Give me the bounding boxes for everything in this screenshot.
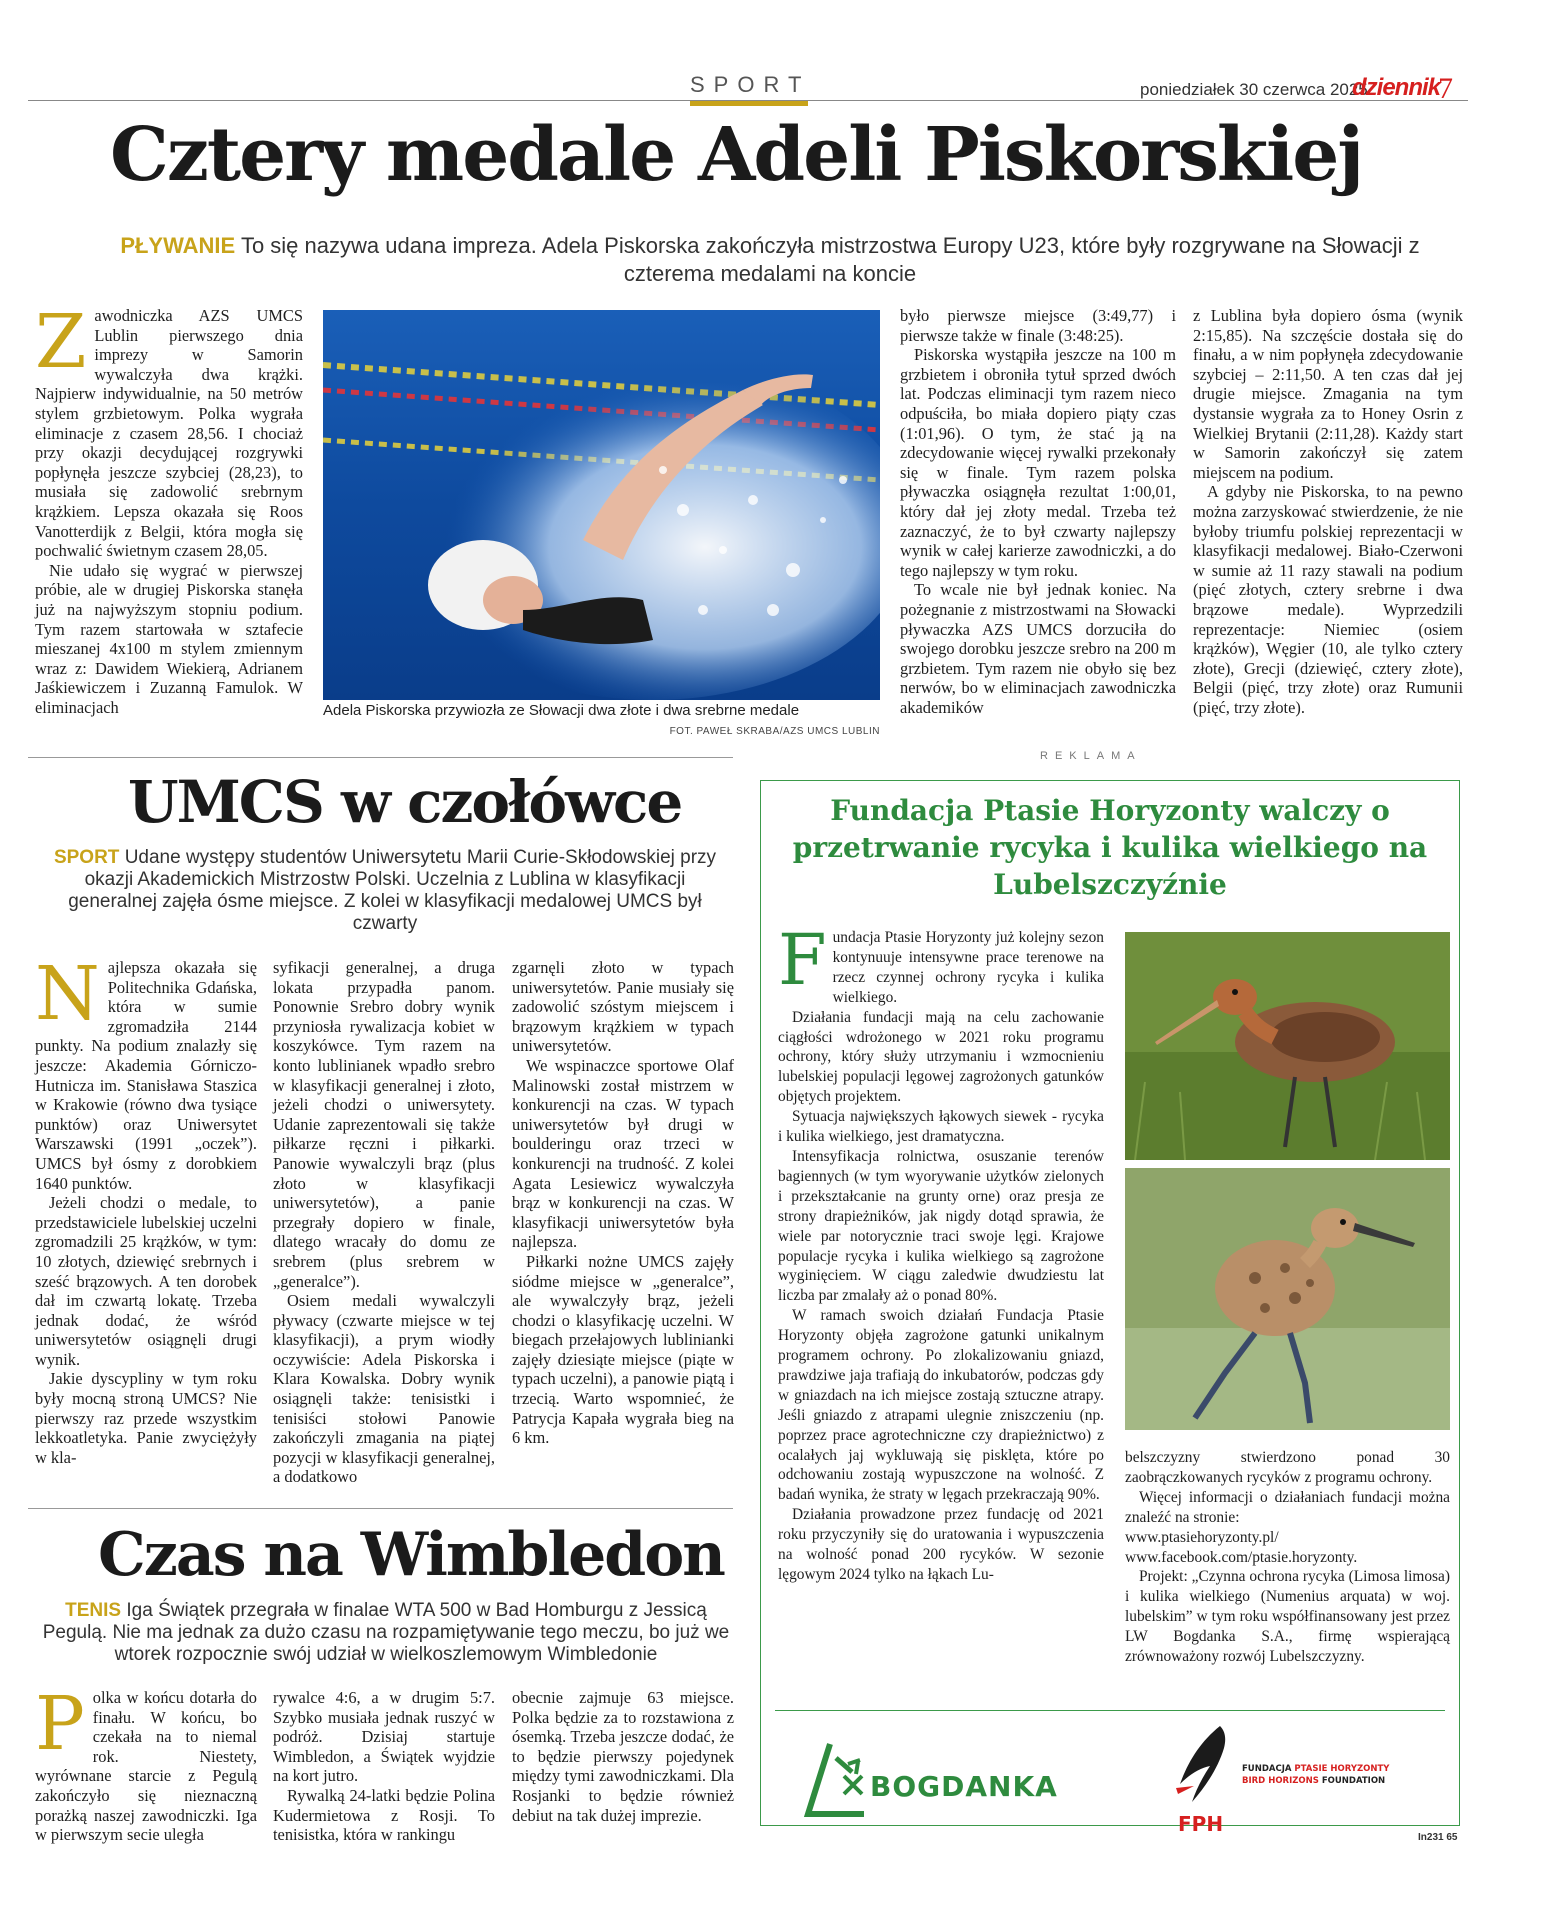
article2-column-1 — [35, 951, 257, 1467]
paragraph: W ramach swoich działań Fundacja Ptasie Horyzonty objęła zagrożone gatunki unikalnym programem ochrony. Po zlokalizowaniu gniazd, prawdziwe jaja trafiają do inkubatorów, podczas gdy w gniazdach na ich miejsce zostają sztuczne atrapy. Jeśli gniazdo z atrapami ulegnie zniszczeniu (np. poprzez prace agrotechniczne czy drapieżnictwo) z ocalałych jaj wykluwają się pisklęta, które po odchowaniu zostają wypuszczone na wolność. Z badań wynika, że straty w lęgach przekraczają 90%. — [778, 1307, 1104, 1504]
advertisement-label: REKLAMA — [1040, 750, 1142, 762]
paragraph: Intensyfikacja rolnictwa, osuszanie terenów bagiennych (w tym wyorywanie użytków zielonych i przekształcanie na grunty orne) oraz presja ze strony drapieżników, jak nigdy dotąd sprawia, że wiele par notorycznie traci swoje lęgi. Krajowe populacje rycyka i kulika wielkiego są zagrożone wyginięciem. W ciągu zaledwie dwudziestu lat liczba par zmalały aż o ponad 80%. — [778, 1147, 1104, 1305]
paragraph: Piskorska wystąpiła jeszcze na 100 m grzbietem i obroniła tytuł sprzed dwóch lat. Podczas eliminacji tym razem nieco odpuściła, bo miała dopiero piąty czas (1:01,96). O tym, że stać ją na zdecydowanie więcej rywalki przekonały się w finale. Tym razem polska pływaczka osiągnęła rezultat 1:00,01, który dał jej złoty medal. Trzeba też zaznaczyć, że to był czwarty najlepszy wynik w całej karierze zawodniczki, a do tego najlepszy w tym roku. — [900, 345, 1176, 580]
foundation-name-en-b: FOUNDATION — [1321, 1776, 1386, 1786]
ad-column-2 — [1125, 1448, 1450, 1667]
paragraph: Osiem medali wywalczyli pływacy (czwarte miejsce w tej klasyfikacji), a prym wiodły oczywiście: Adela Piskorska i Klara Kowalska. Dobry wynik osiągnęli także: tenisistki i tenisiści stołowi Panowie zakończyli zmagania na piątej pozycji w klasyfikacji generalnej, a dodatkowo — [273, 1291, 495, 1487]
paragraph: było pierwsze miejsce (3:49,77) i pierwsze także w finale (3:48:25). — [900, 306, 1176, 345]
paragraph: Projekt: „Czynna ochrona rycyka (Limosa limosa) i kulika wielkiego (Numenius arquata) w woj. lubelskim” w tym roku współfinansowany jest przez LW Bogdanka S.A., firmę wspierającą zrównoważony rozwój Lubelszczyzny. — [1125, 1568, 1450, 1666]
article1-column-1 — [35, 299, 303, 717]
paragraph: ajlepsza okazała się Politechnika Gdańska, która w sumie zgromadziła 2144 punkty. Na podium znalazły się jeszcze: Akademia Górniczo-Hutnicza im. Stanisława Staszica w Krakowie (równo dwa tysiące punktów) oraz Uniwersytet Warszawski (1991 „oczek”). UMCS był ósmy z dorobkiem 1640 punktów. — [35, 958, 257, 1193]
paragraph: Piłkarki nożne UMCS zajęły siódme miejsce w „generalce”, ale wywalczyły brąz, jeżeli chodzi o klasyfikację uczelni. W biegach przełajowych lublinianki zajęły dziesiąte miejsce (piąte w typach uczelni), a panowie piątą i trzecią. Warto wspomnieć, że Patrycja Kapała wygrała bieg na 6 km. — [512, 1251, 734, 1448]
page-number: 7 — [1438, 72, 1453, 105]
foundation-facebook-link[interactable]: www.facebook.com/ptasie.horyzonty. — [1125, 1548, 1358, 1566]
header-rule — [28, 100, 1468, 101]
article2-lead — [40, 847, 730, 935]
article2-dropcap: N — [35, 951, 100, 1037]
swimmer-photo — [323, 310, 880, 700]
article1-dropcap: Z — [35, 299, 87, 385]
paragraph: awodniczka AZS UMCS Lublin pierwszego dnia imprezy w Samorin wywalczyła dwa krążki. Najpierw indywidualnie, na 50 metrów stylem grzbietowym. Polka wygrała eliminacje z czasem 28,56. I chociaż przy okazji decydującej rozgrywki popłynęła jeszcze szybciej (28,23), to musiała się zadowolić srebrnym krążkiem. Lepsza okazała się Roos Vanotterdijk z Belgii, która mogła się pochwalić świetnym czasem 28,05. — [35, 306, 303, 561]
flying-bird-icon — [1170, 1722, 1234, 1812]
article3-lead-text: Iga Świątek przegrała w finalae WTA 500 w Bad Homburgu z Jessicą Pegulą. Nie ma jednak za dużo czasu na rozpamiętywanie tego meczu, bo już we wtorek rozpocznie swój udział w wielkoszlemowym Wimbledonie — [42, 1600, 730, 1665]
foundation-name-en-a: BIRD HORIZONS — [1242, 1776, 1319, 1786]
article1-column-2 — [900, 306, 1176, 717]
paragraph: Jeżeli chodzi o medale, to przedstawiciele lubelskiej uczelni zgromadzili 25 krążków, w tym: 10 złotych, dziewięć srebrnych i sześć brązowych. A ten dorobek dał im czwartą lokatę. Trzeba jednak dodać, że wśród uniwersytetów osiągnęli drugi wynik. — [35, 1193, 257, 1369]
foundation-abbreviation: FPH — [1178, 1812, 1224, 1836]
paragraph: undacja Ptasie Horyzonty już kolejny sezon kontynuuje intensywne prace terenowe na rzecz czynnej ochrony rycyka i kulika wielkiego. — [832, 929, 1104, 1006]
photo-credit: FOT. PAWEŁ SKRABA/AZS UMCS LUBLIN — [669, 726, 880, 737]
article2-column-2 — [273, 958, 495, 1487]
ad-footer-rule — [775, 1710, 1445, 1711]
paragraph: Działania prowadzone przez fundację od 2021 roku przyczyniły się do uratowania i wypuszczenia na wolność ponad 200 rycyków. W sezonie lęgowym 2024 tylko na łąkach Lu- — [778, 1506, 1104, 1583]
foundation-name-pl-a: FUNDACJA — [1242, 1764, 1292, 1774]
issue-date: poniedziałek 30 czerwca 2025 — [1140, 80, 1368, 99]
paragraph: z Lublina była dopiero ósma (wynik 2:15,85). Na szczęście dostała się do finału, a w nim popłynęła zdecydowanie szybciej – 2:11,50. A ten czas dał jej drugie miejsce. Zmagania na tym dystansie wygrała za to Honey Osrin z Wielkiej Brytanii (2:11,28). Każdy start w Samorin zakończył się zatem miejscem na podium. — [1193, 306, 1463, 482]
article2-column-3 — [512, 958, 734, 1448]
paragraph: To wcale nie był jednak koniec. Na pożegnanie z mistrzostwami na Słowacki pływaczka AZS UMCS dorzuciła do swojego dorobku jeszcze srebro na 200 m grzbietem. Tym razem nie obyło się bez nerwów, bo w eliminacjach zawodniczka akademików — [900, 580, 1176, 717]
paragraph: Jakie dyscypliny w tym roku były mocną stroną UMCS? Nie pierwszy raz przede wszystkim lekkoatletyka. Panie zwyciężyły w kla- — [35, 1369, 257, 1467]
paragraph: Rywalką 24-latki będzie Polina Kudermietowa z Rosji. To tenisistka, która w rankingu — [273, 1785, 495, 1845]
godwit-adult-photo — [1125, 932, 1450, 1160]
godwit-chick-photo — [1125, 1168, 1450, 1430]
photo-caption: Adela Piskorska przywiozła ze Słowacji dwa złote i dwa srebrne medale — [323, 702, 800, 719]
swimmer-photo-illustration — [323, 310, 880, 700]
section-label: SPORT — [690, 72, 811, 97]
paragraph: syfikacji generalnej, a druga lokata przypadła panom. Ponownie Srebro dobry wynik przyniosła rywalizacja kobiet w koszykówce. Tym razem na konto lublinianek wpadło srebro w klasyfikacji generalnej i złoto, jeżeli chodzi o uniwersytety. Udanie zaprezentowali się także piłkarze ręczni i piłkarki. Panowie wywalczyli brąz (plus złoto w klasyfikacji uniwersytetów), a panie przegrały dopiero w finale, dlatego wracały do domu ze srebrem (plus srebrem w „generalce”). — [273, 958, 495, 1291]
article1-lead-keyword: PŁYWANIE — [120, 233, 236, 258]
article1-lead-text: To się nazywa udana impreza. Adela Piskorska zakończyła mistrzostwa Europy U23, które były rozgrywane na Słowacji z czterema medalami na koncie — [240, 233, 1420, 286]
paragraph: rywalce 4:6, a w drugim 5:7. Szybko musiała jednak ruszyć w podróż. Dzisiaj startuje Wimbledon, a Świątek wyjdzie na kort jutro. — [273, 1688, 495, 1786]
foundation-name-pl-b: PTASIE HORYZONTY — [1294, 1764, 1390, 1774]
article1-column-3 — [1193, 306, 1463, 717]
section-divider — [28, 1508, 733, 1509]
paragraph: zgarnęli złoto w typach uniwersytetów. Panie musiały się zadowolić szóstym miejscem i brązowym krążkiem w typach uniwersytetów. — [512, 958, 734, 1056]
foundation-website-link[interactable]: www.ptasiehoryzonty.pl/ — [1125, 1528, 1279, 1546]
ad-column-1 — [778, 919, 1104, 1585]
article3-lead — [36, 1600, 736, 1666]
paragraph: A gdyby nie Piskorska, to na pewno można zarzyskować stwierdzenie, że nie byłoby triumfu polskiej reprezentacji w klasyfikacji medalowej. Biało-Czerwoni w sumie aż 11 razy stawali na podium (pięć złotych, cztery srebrne i dwa brązowe medale). Wyprzedzili reprezentacje: Niemiec (osiem krążków), Węgier (10, ale tylko cztery złote), Grecji (dziewięć, cztery złote), Belgii (pięć, trzy złote) oraz Rumunii (pięć, trzy złote). — [1193, 482, 1463, 717]
article3-column-2 — [273, 1688, 495, 1845]
paragraph: We wspinaczce sportowe Olaf Malinowski został mistrzem w konkurencji na czas. W typach uniwersytetów był drugi w boulderingu oraz trzeci w konkurencji na trudność. Z kolei Agata Lesiewicz wywalczyła brąz w konkurencji na czas. W klasyfikacji uniwersytetów była najlepsza. — [512, 1055, 734, 1252]
hammer-pick-icon — [840, 1772, 866, 1803]
ad-dropcap: F — [778, 919, 827, 1001]
section-divider — [28, 757, 733, 758]
newspaper-logo: dziennik — [1352, 74, 1441, 101]
mining-symbol-icon — [840, 1772, 866, 1798]
foundation-name-en — [1242, 1776, 1385, 1786]
article3-column-3 — [512, 1688, 734, 1825]
article1-lead — [80, 232, 1460, 288]
article2-lead-keyword: SPORT — [53, 847, 120, 868]
paragraph: Sytuacja największych łąkowych siewek - rycyka i kulika wielkiego, jest dramatyczna. — [778, 1108, 1104, 1146]
godwit-adult-illustration — [1125, 932, 1450, 1160]
fph-bird-logo-icon — [1170, 1722, 1234, 1817]
ad-title: Fundacja Ptasie Horyzonty walczy o przetrwanie rycyka i kulika wielkiego na Lubelszczyźnie — [792, 794, 1428, 901]
paragraph: belszczyzny stwierdzono ponad 30 zaobrączkowanych rycyków z programu ochrony. — [1125, 1449, 1450, 1486]
paragraph: obecnie zajmuje 63 miejsce. Polka będzie za to rozstawiona z ósemką. Trzeba jeszcze dodać, że to będzie pierwszy pojedynek między tymi zawodniczkami. Dla Rosjanki to będzie również debiut na tak dużej imprezie. — [512, 1688, 734, 1825]
article2-lead-text: Udane występy studentów Uniwersytetu Marii Curie-Skłodowskiej przy okazji Akademickich Mistrzostw Polski. Uczelnia z Lublina w klasyfikacji generalnej zajęła ósme miejsce. Z kolei w klasyfikacji medalowej UMCS był czwarty — [68, 847, 717, 934]
article3-dropcap: P — [35, 1681, 85, 1767]
article2-title: UMCS w czołówce — [128, 768, 682, 836]
godwit-chick-illustration — [1125, 1168, 1450, 1430]
ad-code: In231 65 — [1418, 1832, 1458, 1843]
paragraph: Więcej informacji o działaniach fundacji można znaleźć na stronie: — [1125, 1488, 1450, 1526]
article3-column-1 — [35, 1681, 257, 1845]
paragraph: Nie udało się wygrać w pierwszej próbie, ale w drugiej Piskorska stanęła już na najwyższym stopniu podium. Tym razem startowała w sztafecie mieszanej 4x100 m stylem zmiennym wraz z: Dawidem Wiekierą, Adrianem Jaśkiewiczem i Zuzanną Famulok. W eliminacjach — [35, 560, 303, 717]
article3-lead-keyword: TENIS — [65, 1600, 122, 1621]
article3-title: Czas na Wimbledon — [98, 1520, 724, 1590]
article1-title: Cztery medale Adeli Piskorskiej — [110, 112, 1363, 198]
foundation-name-pl — [1242, 1764, 1389, 1774]
sponsor-name: BOGDANKA — [870, 1770, 1058, 1803]
paragraph: Działania fundacji mają na celu zachowanie ciągłości wdrożonego w 2021 roku programu ochrony, który służy utrzymaniu i wzmocnieniu lubelskiej populacji lęgowej zagrożonych gatunków objętych projektem. — [778, 1008, 1104, 1106]
paragraph: olka w końcu dotarła do finału. W końcu, bo czekała na to niemal rok. Niestety, wyrównane starcie z Pegulą zakończyło się nieznaczną porażką naszej zawodniczki. Iga w pierwszym secie uległa — [35, 1688, 257, 1845]
